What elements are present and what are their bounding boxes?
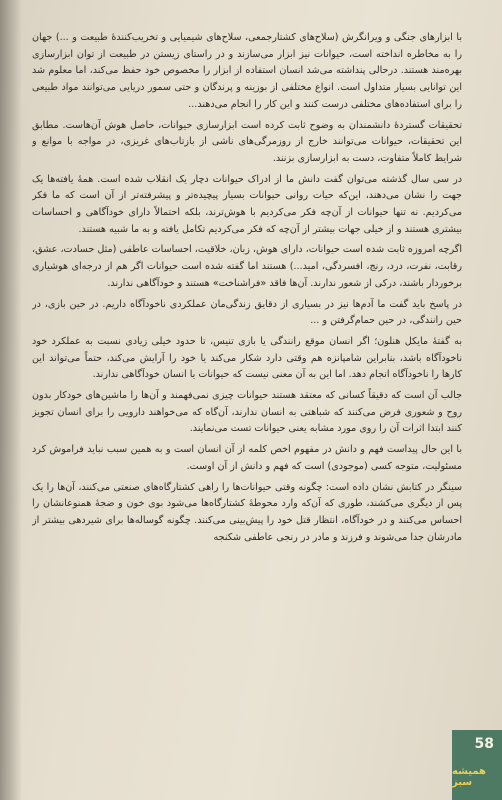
brand-label: همیشه سبز	[452, 766, 486, 788]
page-number: 58	[474, 736, 494, 752]
paragraph-6: به گفتهٔ مایکل هنلون؛ اگر انسان موقع رانندگی یا بازی تنیس، تا حدود خیلی زیادی نسبت به عملکرد خود ناخودآگاه باشد، بنابراین شامپانزه هم وقتی دارد شکار می‌کند یا خود را آرایش می‌کند، حتماً می‌تواند این کارها را ناخودآگاه انجام دهد. اما این به آن معنی نیست که حیوانات یا انسان خودآگاهی ندارند.	[32, 335, 462, 381]
binding-shadow	[0, 0, 22, 800]
paragraph-4: اگرچه امروزه ثابت شده است حیوانات، دارای هوش، زبان، خلاقیت، احساسات عاطفی (مثل حسادت، عشق، رقابت، نفرت، درد، رنج، افسردگی، امید...) هستند اما گفته شده است حیوانات اگر هم از درجه‌ای هوشیاری برخوردار باشند، درکی از شعور ندارند. آن‌ها فاقد «فراشناخت» هستند و خودآگاهی ندارند.	[32, 244, 462, 289]
paragraph-3: در سی سال گذشته می‌توان گفت دانش ما از ادراک حیوانات دچار یک انقلاب شده است. همهٔ یافته‌ها یک جهت را نشان می‌دهند، این‌که حیات روانی حیوانات بسیار پیچیده‌تر و پیشرفته‌تر از آن است که ما فکر می‌کردیم. نه تنها حیوانات از آن‌چه فکر می‌کردیم با هوش‌ترند، بلکه احتمالاً دارای خودآگاهی و احساسات بیشتری هستند و از خیلی جهات بیشتر از آن‌چه که فکر می‌کردیم تکامل یافته و به ما شبیه هستند.	[32, 173, 462, 235]
paragraph-5: در پاسخ باید گفت ما آدم‌ها نیز در بسیاری از دقایق زندگی‌مان عملکردی ناخودآگاه داریم. در حین بازی، در حین رانندگی، در حین حمام‌گرفتن و ...	[32, 298, 462, 327]
paragraph-9: سینگر در کتابش نشان داده است: چگونه وقتی حیوانات‌ها را راهی کشتارگاه‌های صنعتی می‌کنند، آن‌ها را یک پس از دیگری می‌کشند، طوری که آن‌که وارد محوطهٔ کشتارگاه‌ها می‌شود بوی خون و ضجهٔ همنوعانشان را احساس می‌کنند و در خودآگاه، انتظار قتل خود را پیش‌بینی می‌کنند. چگونه گوساله‌ها برای شیردهی بیشتر از مادرشان جدا می‌شوند و فرزند و مادر در رنجی عاطفی شکنجه	[32, 481, 462, 543]
paragraph-7: جالب آن است که دقیقاً کسانی که معتقد هستند حیوانات چیزی نمی‌فهمند و آن‌ها را ماشین‌های خودکار بدون روح و شعوری فرض می‌کنند که شباهتی به انسان ندارند، آن‌گاه که می‌خواهند دارویی را برای انسان تجویز کنند ابتدا اثرات آن را روی مورد مشابه یعنی حیوانات تست می‌نمایند.	[32, 390, 462, 435]
paragraph-8: با این حال پیداست فهم و دانش در مفهوم اخص کلمه از آن انسان است و به همین سبب نباید فراموش کرد مسئولیت، متوجه کسی (موجودی) است که فهم و دانش از آن اوست.	[32, 444, 462, 472]
paragraph-2: تحقیقات گستردهٔ دانشمندان به وضوح ثابت کرده است ابزارسازی حیوانات، حاصل هوش آن‌هاست. مطابق این تحقیقات، حیوانات می‌توانند خارج از روزمرگی‌های ناشی از بازتاب‌های غریزی، در مواجه با موانع و شرایط کاملاً متفاوت، دست به ابزارسازی بزنند.	[32, 119, 462, 164]
paragraph-1: با ابزارهای جنگی و ویرانگرش (سلاح‌های کشتارجمعی، سلاح‌های شیمیایی و تخریب‌کنندهٔ طبیعت و ...) جهان را به مخاطره انداخته است، حیوانات نیز ابزار می‌سازند و در راستای زیستن در طبیعت از توان ابزارسازی بهره‌مند هستند. درحالی پنداشته می‌شد انسان استفاده از ابزار را مخصوص خود حفظ می‌کند، اما معلوم شد این توانایی بسیار متداول است. انواع مختلفی از بوزینه و پرندگان و حتی سمور دریایی می‌توانند مواد طبیعی را برای استفاده‌های مختلفی درست کنند و این کار را انجام می‌دهند...	[32, 32, 462, 110]
page-tab	[452, 730, 502, 800]
body-text	[32, 30, 462, 720]
